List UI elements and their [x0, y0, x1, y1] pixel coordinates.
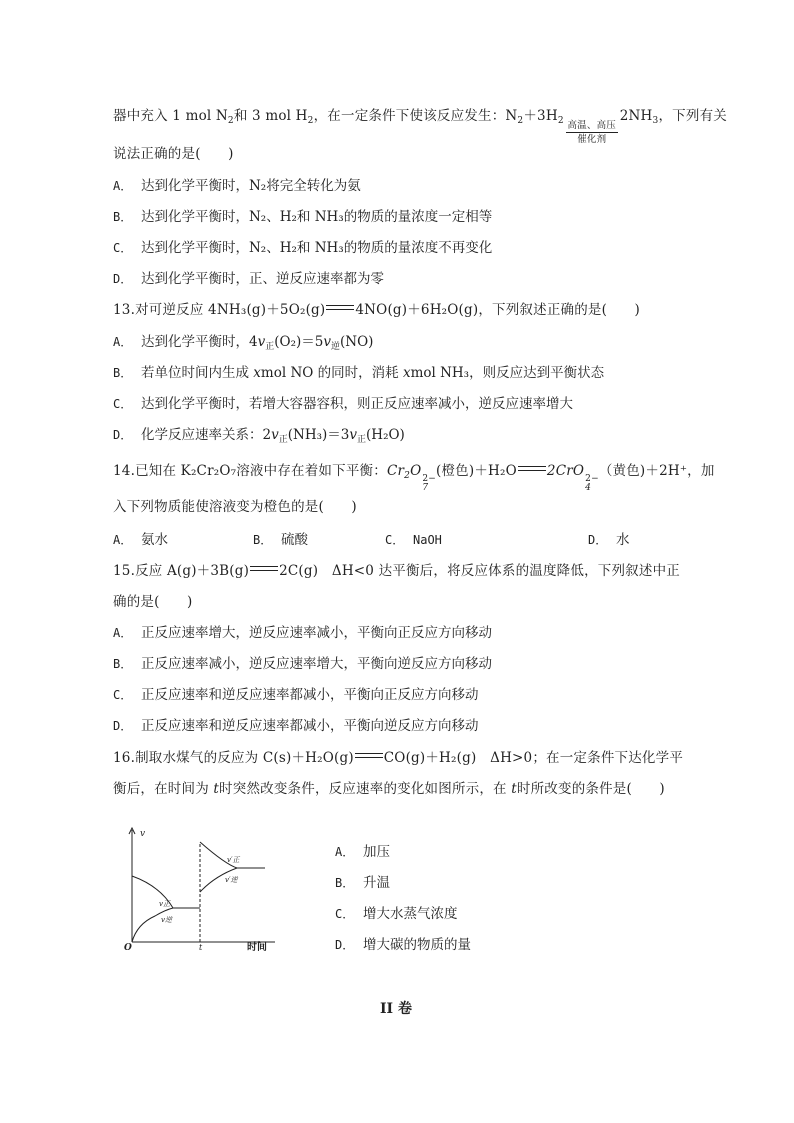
x-axis-label: 时间	[247, 942, 267, 952]
q12-option-b[interactable]: B． 达到化学平衡时，N₂、H₂和 NH₃的物质的量浓度一定相等	[113, 209, 493, 225]
q13-option-c[interactable]: C． 达到化学平衡时，若增大容器容积，则正反应速率减小，逆反应速率增大	[113, 396, 573, 412]
rate-time-figure	[115, 824, 285, 952]
q13-stem: 13.对可逆反应 4NH₃(g)＋5O₂(g) 4NO(g)＋6H₂O(g)，下列叙述正确的是( )	[113, 302, 640, 318]
q15-option-c[interactable]: C． 正反应速率和逆反应速率都减小，平衡向正反应方向移动	[113, 687, 479, 703]
q15-option-d[interactable]: D． 正反应速率和逆反应速率都减小，平衡向逆反应方向移动	[113, 718, 479, 734]
q14-stem-line1: 14.已知在 K₂Cr₂O₇溶液中存在着如下平衡：$Cr_2O$ 2− 7 (橙色)＋H₂O 2CrO 2− 4 （黄色)＋2H⁺，加	[113, 463, 715, 493]
equilibrium-arrow	[326, 305, 354, 310]
v-reverse-curve	[132, 908, 173, 942]
v-reverse-label: v逆	[161, 916, 172, 924]
q12-option-a[interactable]: A． 达到化学平衡时，N₂将完全转化为氨	[113, 178, 361, 194]
equilibrium-arrow	[355, 753, 383, 758]
v-reverse-prime-label: v′逆	[225, 876, 238, 884]
equilibrium-arrow	[518, 466, 546, 471]
q14-option-d[interactable]: D． 水	[588, 532, 630, 548]
v-forward-label: v正	[159, 900, 170, 908]
q15-option-a[interactable]: A． 正反应速率增大，逆反应速率减小，平衡向正反应方向移动	[113, 625, 492, 641]
reaction-condition: 高温、高压 催化剂	[567, 120, 616, 145]
q16-option-d[interactable]: D． 增大碳的物质的量	[335, 937, 471, 953]
q12-option-d[interactable]: D． 达到化学平衡时，正、逆反应速率都为零	[113, 271, 384, 287]
v-forward-prime-label: v′正	[227, 856, 240, 864]
q16-option-c[interactable]: C． 增大水蒸气浓度	[335, 906, 458, 922]
q12-stem-line2: 说法正确的是( )	[113, 146, 234, 162]
q16-option-b[interactable]: B． 升温	[335, 875, 390, 891]
q15-option-b[interactable]: B． 正反应速率减小，逆反应速率增大，平衡向逆反应方向移动	[113, 656, 492, 672]
q14-option-c[interactable]: C． NaOH	[385, 533, 442, 547]
q16-option-a[interactable]: A． 加压	[335, 844, 390, 860]
q12-stem-line1: 器中充入 1 mol $N_2$和 3 mol $H_2$，在一定条件下使该反应发生：$N_2+3H_2$ 高温、高压 催化剂 $2NH_3$，下列有关	[113, 108, 727, 145]
q12-option-c[interactable]: C． 达到化学平衡时，N₂、H₂和 NH₃的物质的量浓度不再变化	[113, 240, 493, 256]
q13-option-a[interactable]: A． 达到化学平衡时，$4v_正(O_2)=5v_逆(NO)$	[113, 334, 374, 352]
t-tick-label: t	[199, 943, 203, 952]
q14-option-a[interactable]: A． 氨水	[113, 532, 168, 548]
q13-option-d[interactable]: D． 化学反应速率关系：$2v_正(NH_3)=3v_正(H_2O)$	[113, 427, 405, 445]
section-title: II 卷	[380, 1001, 412, 1017]
origin-label: O	[124, 943, 132, 952]
q14-option-b[interactable]: B． 硫酸	[253, 532, 308, 548]
q15-stem-line2: 确的是( )	[113, 594, 193, 610]
q15-stem-line1: 15.反应 A(g)＋3B(g) 2C(g) ΔH<0 达平衡后，将反应体系的温度降低，下列叙述中正	[113, 563, 680, 579]
y-axis-label: v	[140, 829, 146, 839]
equilibrium-arrow	[250, 566, 278, 571]
q16-stem-line2: 衡后，在时间为 t时突然改变条件，反应速率的变化如图所示，在 t时所改变的条件是( )	[113, 781, 665, 797]
q13-option-b[interactable]: B． 若单位时间内生成 xmol NO 的同时，消耗 xmol NH₃，则反应达到平衡状态	[113, 365, 605, 381]
q16-stem-line1: 16.制取水煤气的反应为 C(s)＋H₂O(g) CO(g)＋H₂(g) ΔH>0；在一定条件下达化学平	[113, 750, 684, 766]
q14-stem-line2: 入下列物质能使溶液变为橙色的是( )	[113, 499, 357, 515]
v-forward-prime-curve	[200, 842, 265, 868]
